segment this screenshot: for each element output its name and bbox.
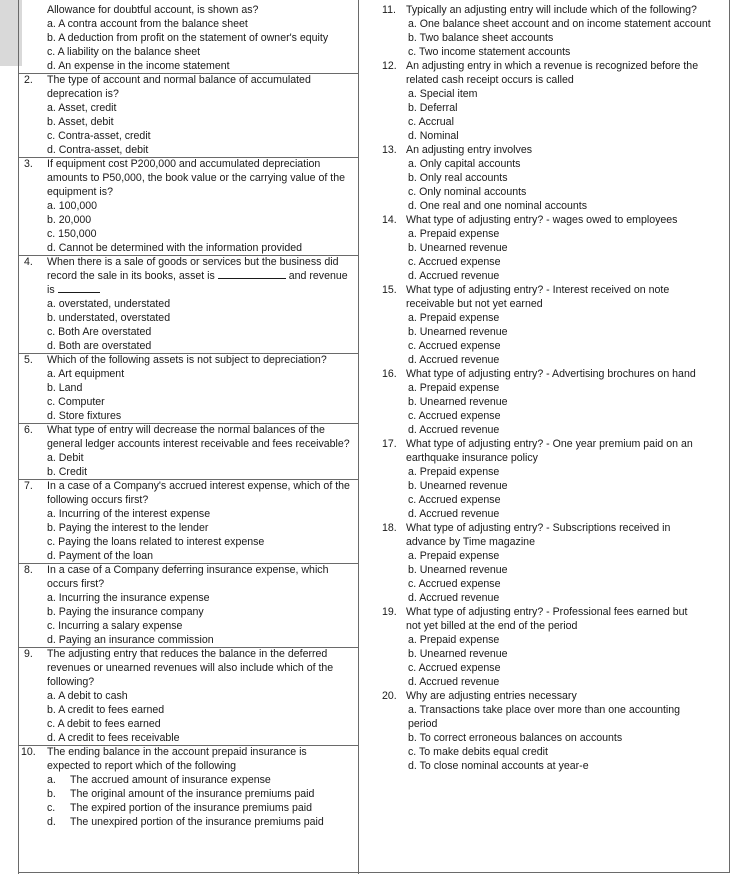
option-c: c. A liability on the balance sheet xyxy=(47,46,201,58)
question-text: following occurs first? xyxy=(47,494,149,506)
question-20-number: 20. xyxy=(382,690,397,702)
option-d: d. Both are overstated xyxy=(47,340,152,352)
option-d: d. Accrued revenue xyxy=(408,424,500,436)
question-text: What type of adjusting entry? - Subscriptions received in xyxy=(406,522,671,534)
option-c: c. Contra-asset, credit xyxy=(47,130,151,142)
question-18 xyxy=(406,521,670,605)
option-c: c. Accrued expense xyxy=(408,410,501,422)
answer-blank xyxy=(218,269,286,279)
question-text: What type of adjusting entry? - One year premium paid on an xyxy=(406,438,693,450)
question-text: Allowance for doubtful account, is shown as? xyxy=(47,4,259,16)
option-c: c. Only nominal accounts xyxy=(408,186,527,198)
question-text: general ledger accounts interest receivable and fees receivable? xyxy=(47,438,350,450)
option-a: a. Prepaid expense xyxy=(408,634,500,646)
option-c: c. To make debits equal credit xyxy=(408,746,548,758)
question-19 xyxy=(406,605,688,689)
question-text: An adjusting entry involves xyxy=(406,144,533,156)
option-a: a. Art equipment xyxy=(47,368,125,380)
option-letter: d. xyxy=(47,816,56,828)
option-letter: b. xyxy=(47,788,56,800)
option-b: b. Unearned revenue xyxy=(408,242,508,254)
question-text: advance by Time magazine xyxy=(406,536,535,548)
question-text: Typically an adjusting entry will include which of the following? xyxy=(406,4,697,16)
question-text: not yet billed at the end of the period xyxy=(406,620,578,632)
question-12-number: 12. xyxy=(382,60,397,72)
option-a: a. Asset, credit xyxy=(47,102,117,114)
option-d: d. Accrued revenue xyxy=(408,354,500,366)
question-text: The type of account and normal balance of accumulated xyxy=(47,74,311,86)
question-1 xyxy=(47,3,328,73)
option-b: b. Paying the insurance company xyxy=(47,606,204,618)
question-2 xyxy=(47,73,311,157)
option-b: b. A credit to fees earned xyxy=(47,704,165,716)
question-17 xyxy=(406,437,693,521)
option-d: d. Cannot be determined with the information provided xyxy=(47,242,302,254)
question-text: An adjusting entry in which a revenue is recognized before the xyxy=(406,60,699,72)
question-13 xyxy=(406,143,587,213)
question-text: following? xyxy=(47,676,95,688)
question-11 xyxy=(406,3,711,59)
option-b: b. Paying the interest to the lender xyxy=(47,522,209,534)
question-6 xyxy=(47,423,350,479)
option-a: a. Incurring the insurance expense xyxy=(47,592,210,604)
question-8 xyxy=(47,563,329,647)
question-text: deprecation is? xyxy=(47,88,119,100)
question-16-number: 16. xyxy=(382,368,397,380)
answer-blank xyxy=(58,283,100,293)
option-d: d. Accrued revenue xyxy=(408,676,500,688)
question-text: equipment is? xyxy=(47,186,113,198)
option-b: b. Unearned revenue xyxy=(408,564,508,576)
question-5 xyxy=(47,353,327,423)
option-a: a. Only capital accounts xyxy=(408,158,521,170)
question-17-number: 17. xyxy=(382,438,397,450)
option-b: b. Two balance sheet accounts xyxy=(408,32,554,44)
question-20 xyxy=(406,689,680,773)
option-c: c. Computer xyxy=(47,396,105,408)
option-c: c. Accrued expense xyxy=(408,662,501,674)
question-text: receivable but not yet earned xyxy=(406,298,543,310)
option-d: d. Accrued revenue xyxy=(408,592,500,604)
question-text: related cash receipt occurs is called xyxy=(406,74,574,86)
question-3 xyxy=(47,157,345,255)
question-text: expected to report which of the following xyxy=(47,760,237,772)
option-d: d. Store fixtures xyxy=(47,410,122,422)
option-b: b. Unearned revenue xyxy=(408,648,508,660)
question-7 xyxy=(47,479,350,563)
question-text: What type of adjusting entry? - Professional fees earned but xyxy=(406,606,688,618)
option-a: a. Prepaid expense xyxy=(408,466,500,478)
option-d: d. Payment of the loan xyxy=(47,550,154,562)
question-text: What type of adjusting entry? - Interest received on note xyxy=(406,284,670,296)
option-d: d. One real and one nominal accounts xyxy=(408,200,588,212)
option-c: c. Accrued expense xyxy=(408,578,501,590)
question-text: record the sale in its books, asset is xyxy=(47,270,215,282)
question-text-blank-line xyxy=(47,283,348,297)
question-text: If equipment cost P200,000 and accumulated depreciation xyxy=(47,158,321,170)
option-d: d. Accrued revenue xyxy=(408,270,500,282)
option-b: b. Land xyxy=(47,382,83,394)
option-c: c. Incurring a salary expense xyxy=(47,620,183,632)
option-d: The unexpired portion of the insurance premiums paid xyxy=(70,816,324,828)
question-16 xyxy=(406,367,696,437)
question-4 xyxy=(47,255,348,353)
question-text: When there is a sale of goods or services but the business did xyxy=(47,256,339,268)
option-a: The accrued amount of insurance expense xyxy=(70,774,271,786)
question-text-blank-line xyxy=(47,269,348,283)
question-text: occurs first? xyxy=(47,578,105,590)
option-a: a. Prepaid expense xyxy=(408,550,500,562)
option-c: c. Both Are overstated xyxy=(47,326,152,338)
question-15-number: 15. xyxy=(382,284,397,296)
option-a: a. Prepaid expense xyxy=(408,382,500,394)
option-b: b. 20,000 xyxy=(47,214,92,226)
option-b: b. Asset, debit xyxy=(47,116,114,128)
option-b: b. Unearned revenue xyxy=(408,480,508,492)
question-6-number: 6. xyxy=(24,424,33,436)
option-letter: a. xyxy=(47,774,56,786)
option-a: a. 100,000 xyxy=(47,200,98,212)
option-letter: c. xyxy=(47,802,56,814)
option-b: b. To correct erroneous balances on accounts xyxy=(408,732,623,744)
question-4-number: 4. xyxy=(24,256,33,268)
option-a: a. Special item xyxy=(408,88,478,100)
option-d: d. Paying an insurance commission xyxy=(47,634,214,646)
question-text: Why are adjusting entries necessary xyxy=(406,690,577,702)
question-text: is xyxy=(47,284,55,296)
column-divider xyxy=(358,0,359,874)
question-text: What type of adjusting entry? - wages owed to employees xyxy=(406,214,678,226)
option-c: c. A debit to fees earned xyxy=(47,718,161,730)
option-d: d. Nominal xyxy=(408,130,459,142)
question-14 xyxy=(406,213,677,283)
option-b: b. Only real accounts xyxy=(408,172,508,184)
question-text: Which of the following assets is not subject to depreciation? xyxy=(47,354,327,366)
question-18-number: 18. xyxy=(382,522,397,534)
option-c: c. 150,000 xyxy=(47,228,97,240)
option-b: b. Deferral xyxy=(408,102,458,114)
question-12 xyxy=(406,59,698,143)
option-c: The expired portion of the insurance premiums paid xyxy=(70,802,313,814)
question-2-number: 2. xyxy=(24,74,33,86)
option-c: c. Accrued expense xyxy=(408,256,501,268)
option-d: d. A credit to fees receivable xyxy=(47,732,180,744)
option-a-continued: period xyxy=(408,718,438,730)
question-text: What type of adjusting entry? - Advertising brochures on hand xyxy=(406,368,696,380)
question-15 xyxy=(406,283,669,367)
option-c: c. Accrued expense xyxy=(408,494,501,506)
option-a: a. One balance sheet account and on income statement account xyxy=(408,18,711,30)
option-c: c. Accrual xyxy=(408,116,454,128)
question-9-number: 9. xyxy=(24,648,33,660)
option-a: a. A debit to cash xyxy=(47,690,128,702)
question-7-number: 7. xyxy=(24,480,33,492)
question-8-number: 8. xyxy=(24,564,33,576)
option-d: d. An expense in the income statement xyxy=(47,60,230,72)
option-c: c. Accrued expense xyxy=(408,340,501,352)
option-c: c. Paying the loans related to interest expense xyxy=(47,536,265,548)
option-d: d. Contra-asset, debit xyxy=(47,144,149,156)
question-text: revenues or unearned revenues will also include which of the xyxy=(47,662,334,674)
question-10-options xyxy=(70,773,324,829)
question-5-number: 5. xyxy=(24,354,33,366)
question-text: The adjusting entry that reduces the balance in the deferred xyxy=(47,648,328,660)
option-b: b. A deduction from profit on the statement of owner's equity xyxy=(47,32,329,44)
question-text: The ending balance in the account prepaid insurance is xyxy=(47,746,307,758)
option-a: a. Debit xyxy=(47,452,84,464)
question-14-number: 14. xyxy=(382,214,397,226)
question-text: In a case of a Company's accrued interest expense, which of the xyxy=(47,480,350,492)
question-text: earthquake insurance policy xyxy=(406,452,538,464)
option-b: b. Unearned revenue xyxy=(408,396,508,408)
option-a: a. overstated, understated xyxy=(47,298,171,310)
question-11-number: 11. xyxy=(382,4,396,16)
question-10-number: 10. xyxy=(21,746,36,758)
question-10 xyxy=(47,745,307,773)
option-b: The original amount of the insurance premiums paid xyxy=(70,788,315,800)
question-text: In a case of a Company deferring insurance expense, which xyxy=(47,564,329,576)
option-b: b. Credit xyxy=(47,466,88,478)
table-left-border xyxy=(18,0,19,874)
question-13-number: 13. xyxy=(382,144,397,156)
option-a: a. Incurring of the interest expense xyxy=(47,508,211,520)
question-10-option-letters xyxy=(47,773,56,829)
option-b: b. Unearned revenue xyxy=(408,326,508,338)
question-text: and revenue xyxy=(288,270,348,282)
option-c: c. Two income statement accounts xyxy=(408,46,571,58)
option-a: a. Prepaid expense xyxy=(408,228,500,240)
question-9 xyxy=(47,647,333,745)
option-d: d. To close nominal accounts at year-e xyxy=(408,760,589,772)
option-a: a. Prepaid expense xyxy=(408,312,500,324)
question-text: What type of entry will decrease the normal balances of the xyxy=(47,424,325,436)
question-3-number: 3. xyxy=(24,158,33,170)
option-d: d. Accrued revenue xyxy=(408,508,500,520)
question-19-number: 19. xyxy=(382,606,397,618)
option-a: a. A contra account from the balance sheet xyxy=(47,18,248,30)
option-a: a. Transactions take place over more than one accounting xyxy=(408,704,681,716)
option-b: b. understated, overstated xyxy=(47,312,171,324)
question-text: amounts to P50,000, the book value or the carrying value of the xyxy=(47,172,345,184)
